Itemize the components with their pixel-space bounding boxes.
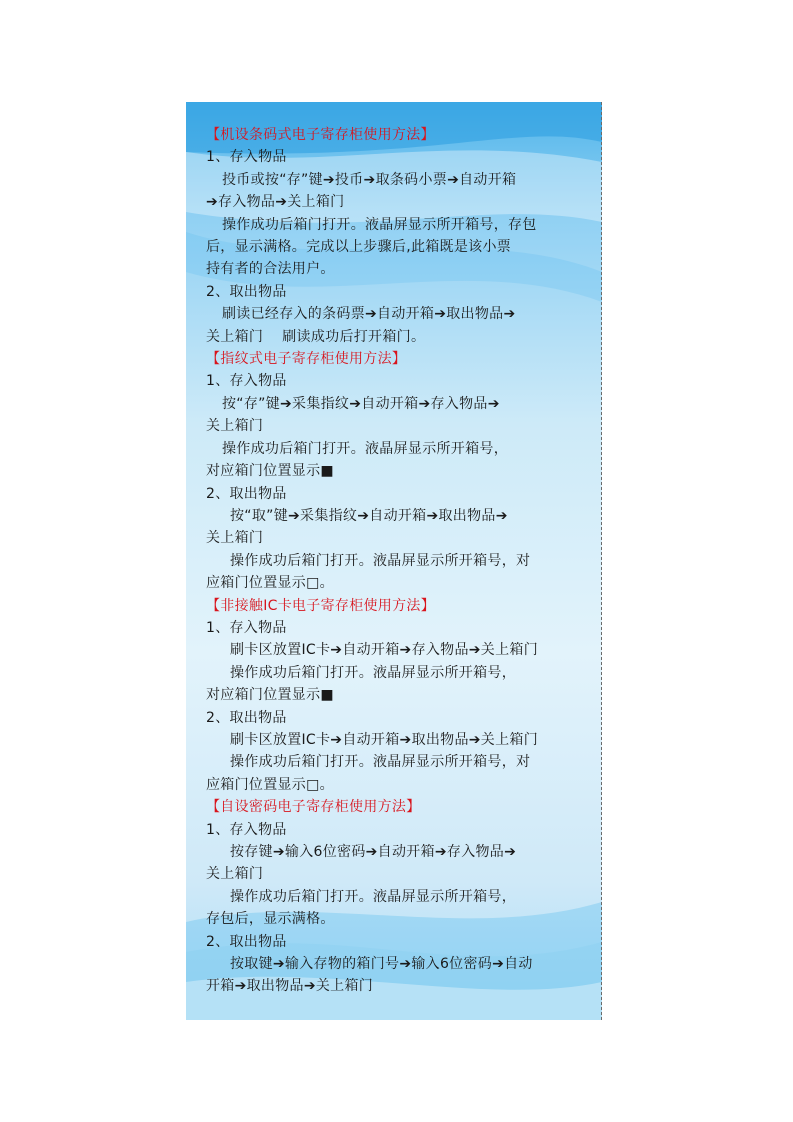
text-line: 开箱➔取出物品➔关上箱门 bbox=[206, 978, 374, 995]
text-line: 关上箱门 bbox=[206, 418, 264, 435]
text-line: 持有者的合法用户。 bbox=[206, 261, 335, 278]
text-line: ➔存入物品➔关上箱门 bbox=[206, 194, 345, 211]
step-heading: 1、存入物品 bbox=[206, 373, 287, 390]
text-line: 刷卡区放置IC卡➔自动开箱➔取出物品➔关上箱门 bbox=[230, 731, 538, 748]
section-heading-barcode: 【机设条码式电子寄存柜使用方法】 bbox=[206, 127, 435, 143]
step-heading: 2、取出物品 bbox=[206, 709, 287, 726]
instruction-panel bbox=[186, 102, 602, 1020]
text-line: 操作成功后箱门打开。液晶屏显示所开箱号，对 bbox=[230, 552, 531, 569]
step-heading: 1、存入物品 bbox=[206, 149, 287, 166]
text-line: 刷读已经存入的条码票➔自动开箱➔取出物品➔ bbox=[222, 306, 516, 323]
text-line: 操作成功后箱门打开。液晶屏显示所开箱号， bbox=[222, 440, 508, 457]
text-line: 关上箱门 bbox=[206, 530, 264, 547]
step-heading: 1、存入物品 bbox=[206, 821, 287, 838]
text-line: 按“取”键➔采集指纹➔自动开箱➔取出物品➔ bbox=[230, 507, 508, 524]
section-heading-password: 【自设密码电子寄存柜使用方法】 bbox=[206, 799, 421, 816]
text-line: 操作成功后箱门打开。液晶屏显示所开箱号， bbox=[230, 888, 516, 905]
step-heading: 1、存入物品 bbox=[206, 619, 287, 636]
text-line: 按取键➔输入存物的箱门号➔输入6位密码➔自动 bbox=[230, 956, 533, 973]
text-line: 应箱门位置显示□。 bbox=[206, 575, 334, 592]
text-line: 操作成功后箱门打开。液晶屏显示所开箱号，存包 bbox=[222, 216, 537, 233]
text-line: 按存键➔输入6位密码➔自动开箱➔存入物品➔ bbox=[230, 844, 517, 860]
text-line: 关上箱门 刷读成功后打开箱门。 bbox=[206, 328, 426, 345]
text-line: 应箱门位置显示□。 bbox=[206, 776, 334, 793]
cut-line bbox=[601, 102, 602, 1020]
section-heading-fingerprint: 【指纹式电子寄存柜使用方法】 bbox=[206, 351, 407, 368]
text-line: 后，显示满格。完成以上步骤后,此箱既是该小票 bbox=[206, 239, 512, 256]
step-heading: 2、取出物品 bbox=[206, 485, 287, 502]
text-line: 对应箱门位置显示■ bbox=[206, 463, 334, 480]
text-line: 刷卡区放置IC卡➔自动开箱➔存入物品➔关上箱门 bbox=[230, 642, 538, 659]
text-line: 操作成功后箱门打开。液晶屏显示所开箱号， bbox=[230, 664, 516, 681]
text-line: 对应箱门位置显示■ bbox=[206, 687, 334, 704]
step-heading: 2、取出物品 bbox=[206, 283, 287, 300]
text-line: 存包后，显示满格。 bbox=[206, 911, 335, 928]
text-line: 按“存”键➔采集指纹➔自动开箱➔存入物品➔ bbox=[222, 395, 500, 412]
section-heading-ic-card: 【非接触IC卡电子寄存柜使用方法】 bbox=[206, 597, 436, 614]
text-line: 操作成功后箱门打开。液晶屏显示所开箱号，对 bbox=[230, 754, 531, 771]
text-line: 投币或按“存”键➔投币➔取条码小票➔自动开箱 bbox=[222, 171, 517, 188]
instructions-text bbox=[206, 124, 586, 998]
text-line: 关上箱门 bbox=[206, 866, 264, 883]
step-heading: 2、取出物品 bbox=[206, 933, 287, 950]
